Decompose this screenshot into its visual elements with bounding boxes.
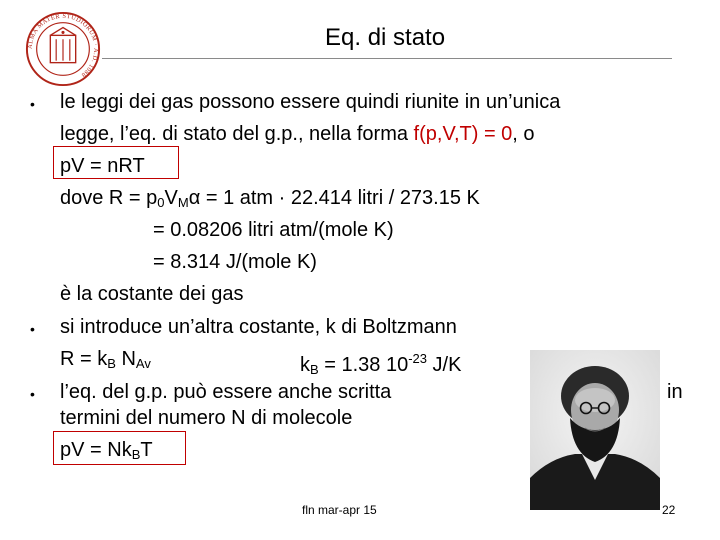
- university-seal-icon: [24, 10, 102, 88]
- boltzmann-equation: pV = $Nk_BT$: [60, 439, 153, 462]
- bullet-3-line-1-tail: in: [667, 381, 683, 403]
- ideal-gas-equation: pV = nRT: [60, 155, 145, 177]
- slide-title: Eq. di stato: [325, 24, 446, 51]
- gas-constant-value-2: = 8.314 J/(mole K): [153, 251, 317, 273]
- footer-course-label: fln mar-apr 15: [302, 503, 377, 517]
- seal-text: ALMA MATER STUDIORUM · A.D. 1088: [26, 12, 100, 79]
- gas-constant-caption: è la costante dei gas: [60, 283, 244, 305]
- bullet-3-line-1: l’eq. del g.p. può essere anche scritta: [60, 381, 392, 403]
- boltzmann-constant-value: $k_B = 1.38$ $10^{-23}$ J/K: [300, 351, 462, 377]
- gas-constant-definition: dove $R = p_0V_M\alpha = 1$ atm · 22.414 litri / 273.15 K: [60, 187, 480, 210]
- boltzmann-relation: $R = k_B$ $N_{Av}$: [60, 348, 151, 371]
- boltzmann-portrait-image: [530, 350, 660, 510]
- bullet-icon: •: [30, 321, 35, 337]
- bullet-3-line-2: termini del numero N di molecole: [60, 407, 353, 429]
- title-divider: [102, 58, 672, 59]
- bullet-icon: •: [30, 386, 35, 402]
- bullet-1-line-1: le leggi dei gas possono essere quindi riunite in un’unica: [60, 91, 561, 113]
- bullet-icon: •: [30, 96, 35, 112]
- gas-constant-value-1: = 0.08206 litri atm/(mole K): [153, 219, 394, 241]
- bullet-1-line-2: legge, l’eq. di stato del g.p., nella forma f(p,V,T) = 0, o: [60, 123, 535, 145]
- bullet-2-line-1: si introduce un’altra costante, k di Boltzmann: [60, 316, 457, 338]
- page-number: 22: [662, 503, 676, 517]
- state-function: f(p,V,T) = 0: [413, 123, 513, 145]
